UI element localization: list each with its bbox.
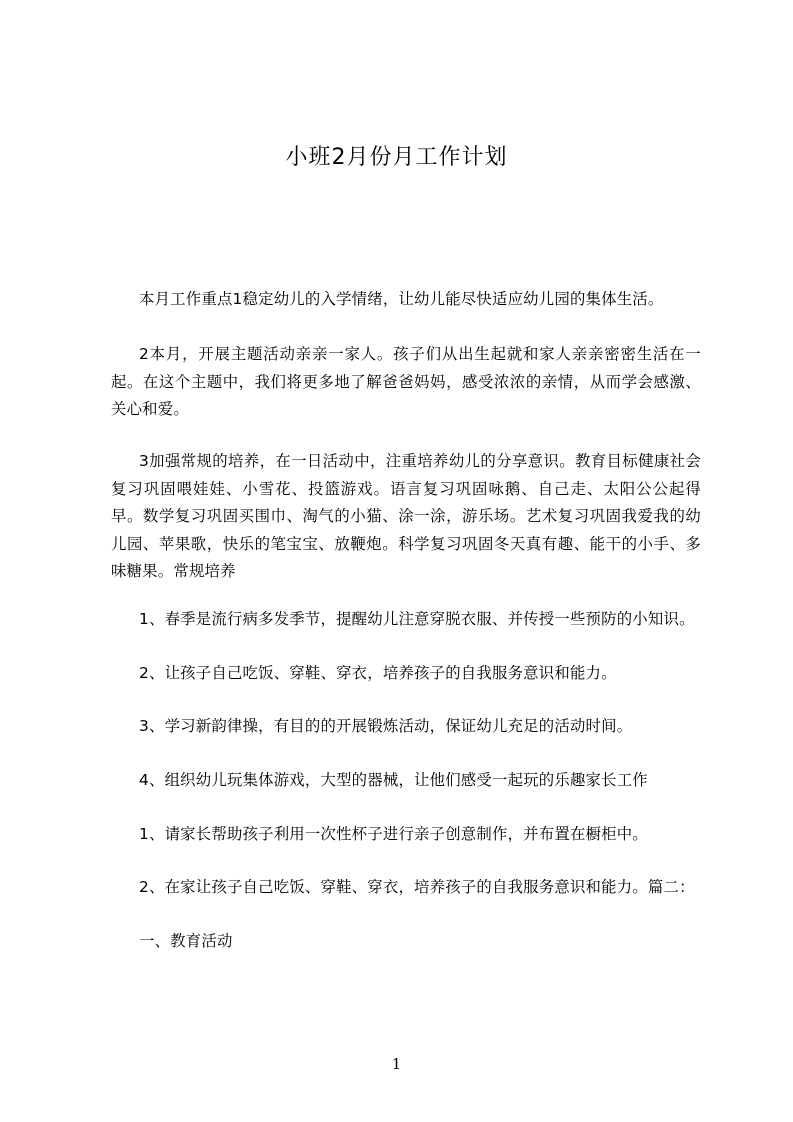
paragraph-routine-3: 3、学习新韵律操，有目的的开展锻炼活动，保证幼儿充足的活动时间。	[139, 717, 633, 735]
paragraph-parents-2: 2、在家让孩子自己吃饭、穿鞋、穿衣，培养孩子的自我服务意识和能力。篇二：	[139, 878, 695, 896]
paragraph-routine-1: 1、春季是流行病多发季节，提醒幼儿注意穿脱衣服、并传授一些预防的小知识。	[139, 610, 695, 628]
paragraph-focus: 本月工作重点1稳定幼儿的入学情绪，让幼儿能尽快适应幼儿园的集体生活。	[139, 290, 664, 308]
paragraph-routine-2: 2、让孩子自己吃饭、穿鞋、穿衣，培养孩子的自我服务意识和能力。	[139, 664, 617, 682]
paragraph-goals: 3加强常规的培养，在一日活动中，注重培养幼儿的分享意识。教育目标健康社会复习巩固喂娃娃、小雪花、投篮游戏。语言复习巩固咏鹅、自己走、太阳公公起得早。数学复习巩固买围巾、淘气的小猫、涂一涂，游乐场。艺术复习巩固我爱我的幼儿园、苹果歌，快乐的笔宝宝、放鞭炮。科学复习巩固冬天真有趣、能干的小手、多味糖果。常规培养	[111, 452, 701, 580]
page-number: 1	[391, 1055, 402, 1073]
paragraph-theme: 2本月，开展主题活动亲亲一家人。孩子们从出生起就和家人亲亲密密生活在一起。在这个主题中，我们将更多地了解爸爸妈妈，感受浓浓的亲情，从而学会感激、关心和爱。	[111, 345, 701, 418]
paragraph-routine-4: 4、组织幼儿玩集体游戏，大型的器械，让他们感受一起玩的乐趣家长工作	[139, 771, 648, 789]
paragraph-parents-1: 1、请家长帮助孩子利用一次性杯子进行亲子创意制作，并布置在橱柜中。	[139, 825, 648, 843]
document-title: 小班2月份月工作计划	[285, 145, 508, 170]
section-heading-education: 一、教育活动	[139, 932, 233, 950]
